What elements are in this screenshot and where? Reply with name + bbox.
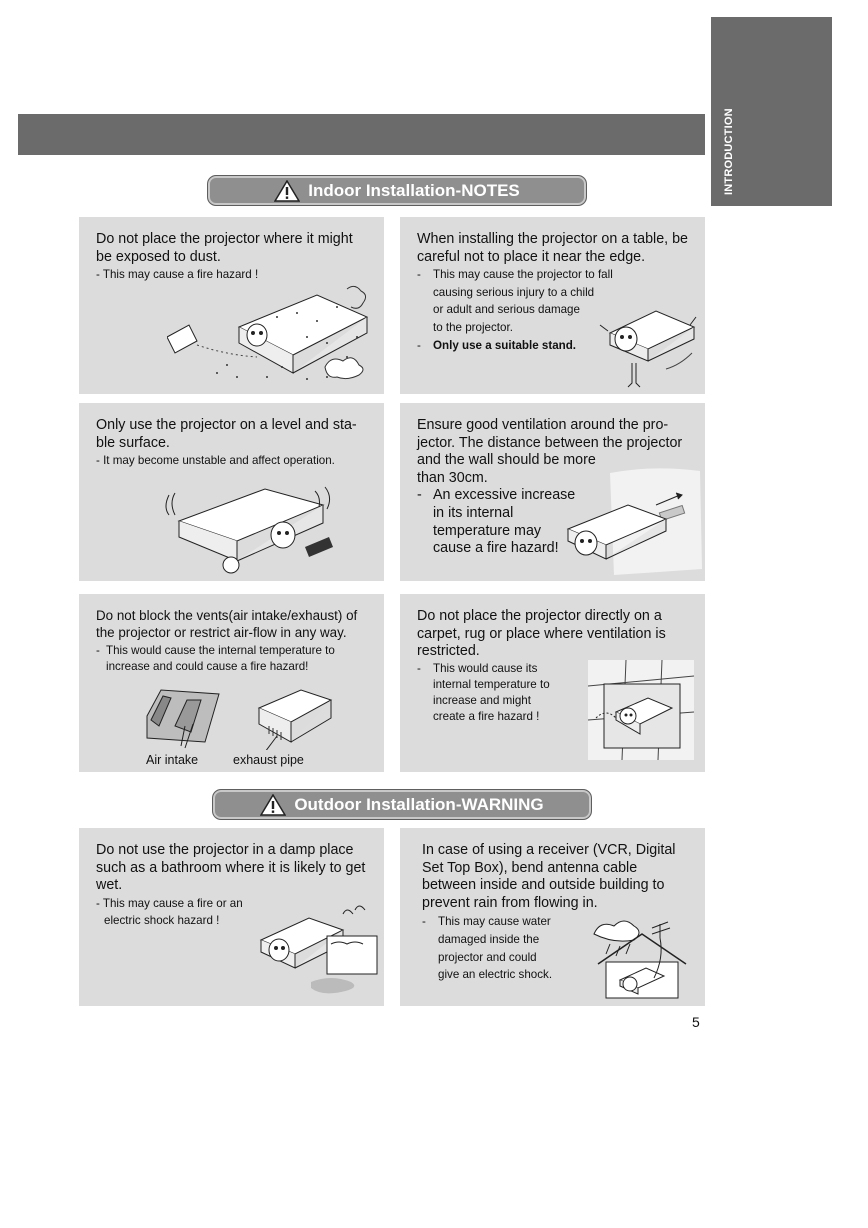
enclosed-projector-illustration [586,658,698,766]
note-damp-place-title: Do not use the projector in a damp place such as a bathroom where it is likely to get wet. [96,842,366,894]
outdoor-section-heading [212,789,592,820]
note-vents-dash: - [96,644,100,657]
note-carpet-detail-3: increase and might [433,693,531,707]
indoor-section-heading [207,175,587,206]
header-bar [18,114,705,155]
note-ventilation-detail-2: in its internal [433,504,514,521]
note-vents-detail: This would cause the internal temperature to increase and could cause a fire hazard! [106,644,335,673]
note-dust-detail: - This may cause a fire hazard ! [96,268,259,282]
note-table-edge [400,217,705,394]
note-carpet-detail-2: internal temperature to [433,677,550,691]
note-receiver-antenna [400,828,705,1006]
falling-projector-illustration [596,297,700,389]
wall-clearance-illustration [562,465,704,577]
note-ventilation-dash: - [417,487,422,504]
note-ventilation [400,403,705,581]
note-table-edge-detail-5: Only use a suitable stand. [433,338,577,352]
note-table-edge-detail-2: causing serious injury to a child [433,285,595,299]
note-ventilation-detail-3: temperature may [433,522,542,539]
note-dust [79,217,384,394]
note-ventilation-detail-4: cause a fire hazard! [433,540,559,557]
note-carpet-dash: - [417,661,421,675]
note-receiver-antenna-dash: - [422,915,426,929]
page-number: 5 [692,1014,700,1030]
note-ventilation-title-4: than 30cm. [417,469,488,486]
indoor-section-title: Indoor Installation-NOTES [308,180,520,200]
note-table-edge-dash-2: - [417,338,421,352]
warning-icon [274,180,300,202]
note-receiver-antenna-detail-3: projector and could [438,950,537,964]
air-intake-label: Air intake [146,753,199,767]
note-table-edge-title: When installing the projector on a table, be careful not to place it near the edge. [417,231,689,265]
note-ventilation-title-3: and the wall should be more [417,452,596,469]
note-level-surface [79,403,384,581]
note-table-edge-detail-1: This may cause the projector to fall [433,268,613,282]
note-level-surface-title: Only use the projector on a level and sta-ble surface. [96,417,357,451]
note-carpet-detail-4: create a fire hazard ! [433,709,540,723]
note-damp-place-detail-1: - This may cause a fire or an [96,896,243,910]
note-ventilation-title-1: Ensure good ventilation around the pro- [417,417,669,433]
warning-icon [260,794,286,816]
note-ventilation-title-2: jector. The distance between the projector [417,434,683,451]
note-table-edge-detail-4: to the projector. [433,320,513,334]
note-carpet-title: Do not place the projector directly on a carpet, rug or place where ventilation is restricted. [417,608,666,660]
note-level-surface-detail: - It may become unstable and affect operation. [96,454,335,468]
note-table-edge-dash-1: - [417,268,421,282]
house-antenna-illustration [590,914,700,1000]
note-receiver-antenna-detail-2: damaged inside the [438,932,540,946]
outdoor-section-title: Outdoor Installation-WARNING [294,794,544,814]
section-tab [711,17,832,206]
note-damp-place-detail-2: electric shock hazard ! [104,914,220,928]
note-damp-place [79,828,384,1006]
note-dust-title: Do not place the projector where it might be exposed to dust. [96,231,353,265]
bathroom-projector-illustration [251,900,381,996]
note-carpet-detail-1: This would cause its [433,661,538,675]
note-vents-title: Do not block the vents(air intake/exhaust) of the projector or restrict air-flow in any way. [96,608,358,640]
exhaust-pipe-label: exhaust pipe [233,753,304,767]
note-receiver-antenna-detail-4: give an electric shock. [438,968,553,982]
dusty-projector-illustration [167,277,377,387]
vents-illustration [141,686,337,750]
unstable-projector-illustration [165,483,345,577]
note-carpet [400,594,705,772]
section-tab-label: INTRODUCTION [723,108,735,195]
note-receiver-antenna-title: In case of using a receiver (VCR, Digital Set Top Box), bend antenna cable between inside and outside building to prevent rain from flowing in. [422,842,676,911]
note-table-edge-detail-3: or adult and serious damage [433,303,580,317]
note-ventilation-detail-1: An excessive increase [433,487,576,504]
note-vents [79,594,384,772]
note-receiver-antenna-detail-1: This may cause water [438,915,551,929]
